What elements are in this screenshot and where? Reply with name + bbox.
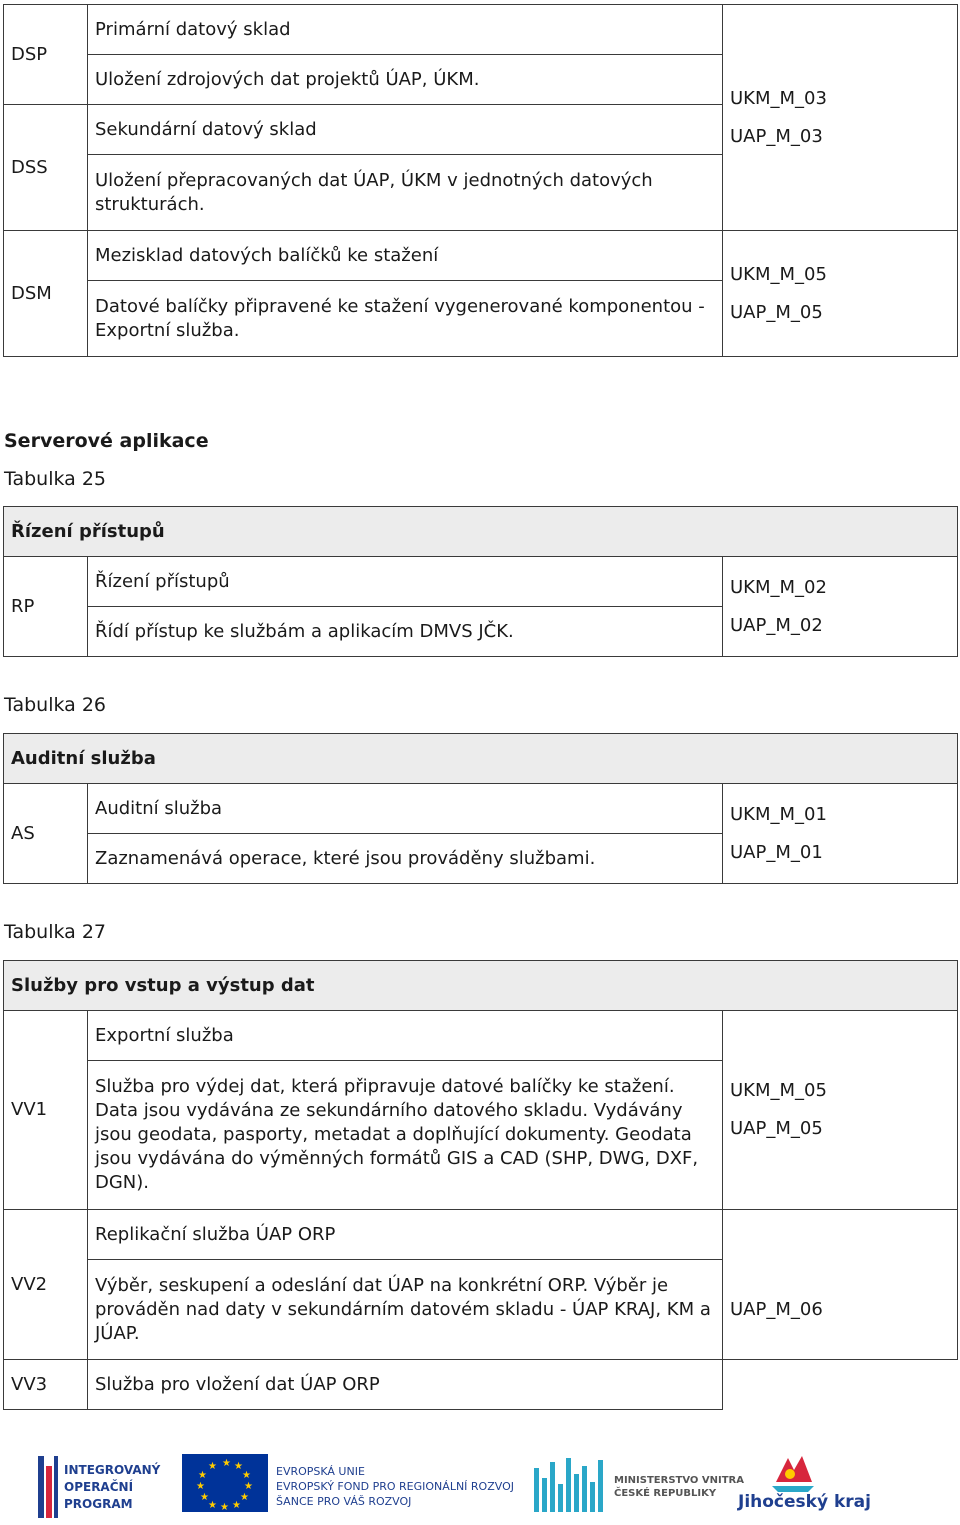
storage-table (3, 4, 958, 357)
code-vv2: VV2 (4, 1210, 88, 1360)
dsm-title: Mezisklad datových balíčků ke stažení (88, 231, 723, 281)
eu-line-1: EVROPSKÁ UNIE (276, 1465, 365, 1478)
iop-line-2: OPERAČNÍ (64, 1480, 134, 1494)
audit-table (3, 733, 958, 884)
mv-line-2: ČESKÉ REPUBLIKY (614, 1488, 717, 1499)
empty-cell (723, 1360, 958, 1410)
svg-text:★: ★ (242, 1470, 251, 1481)
code-dsm: DSM (4, 231, 88, 357)
as-title: Auditní služba (88, 784, 723, 834)
mv-text (614, 1474, 744, 1500)
ref-ukm: UKM_M_01 (730, 803, 827, 825)
svg-text:★: ★ (196, 1481, 205, 1492)
ref-ukm: UKM_M_05 (730, 263, 827, 285)
iop-logo (38, 1456, 168, 1518)
ref-uap: UAP_M_01 (730, 841, 823, 863)
tab25-header: Řízení přístupů (4, 507, 958, 557)
mv-line-1: MINISTERSTVO VNITRA (614, 1475, 744, 1486)
rp-title: Řízení přístupů (88, 557, 723, 607)
svg-text:★: ★ (244, 1481, 253, 1492)
refs-vv2 (723, 1210, 958, 1360)
iop-line-3: PROGRAM (64, 1497, 133, 1511)
dss-title: Sekundární datový sklad (88, 105, 723, 155)
eu-line-2: EVROPSKÝ FOND PRO REGIONÁLNÍ ROZVOJ (276, 1480, 514, 1493)
dsm-desc: Datové balíčky připravené ke stažení vygenerované komponentou - Exportní služba. (88, 281, 723, 357)
dsp-title: Primární datový sklad (88, 5, 723, 55)
vv2-title: Replikační služba ÚAP ORP (88, 1210, 723, 1260)
iop-mark-icon (38, 1456, 58, 1518)
kraj-name: Jihočeský kraj (738, 1492, 871, 1512)
ref-uap: UAP_M_06 (730, 1298, 823, 1320)
code-dss: DSS (4, 105, 88, 231)
refs-dsp-dss (723, 5, 958, 231)
ref-ukm: UKM_M_03 (730, 87, 827, 109)
ref-uap: UAP_M_02 (730, 614, 823, 636)
eu-line-3: ŠANCE PRO VÁŠ ROZVOJ (276, 1495, 412, 1508)
refs-rp (723, 557, 958, 657)
code-as: AS (4, 784, 88, 884)
as-desc: Zaznamenává operace, které jsou prováděny službami. (88, 834, 723, 884)
svg-text:★: ★ (240, 1492, 249, 1503)
ref-uap: UAP_M_05 (730, 1118, 823, 1139)
code-rp: RP (4, 557, 88, 657)
tab27-header: Služby pro vstup a výstup dat (4, 961, 958, 1011)
tab26-header: Auditní služba (4, 734, 958, 784)
vv3-title: Služba pro vložení dat ÚAP ORP (88, 1360, 723, 1410)
rp-desc: Řídí přístup ke službám a aplikacím DMVS JČK. (88, 607, 723, 657)
refs-dsm (723, 231, 958, 357)
tab27-caption: Tabulka 27 (4, 921, 107, 943)
iop-line-1: INTEGROVANÝ (64, 1463, 161, 1477)
tab26-caption: Tabulka 26 (4, 694, 107, 716)
code-dsp: DSP (4, 5, 88, 105)
svg-text:★: ★ (232, 1500, 241, 1511)
tab25-caption: Tabulka 25 (4, 468, 107, 490)
dsp-desc: Uložení zdrojových dat projektů ÚAP, ÚKM. (88, 55, 723, 105)
code-vv1: VV1 (4, 1011, 88, 1210)
dss-desc: Uložení přepracovaných dat ÚAP, ÚKM v jednotných datových strukturách. (88, 155, 723, 231)
vv2-desc: Výběr, seskupení a odeslání dat ÚAP na konkrétní ORP. Výběr je prováděn nad daty v sekundárním datovém skladu - ÚAP KRAJ, KM a JÚAP. (88, 1260, 723, 1360)
ref-uap: UAP_M_05 (730, 301, 823, 323)
footer-logos (0, 1440, 960, 1525)
eu-text (276, 1464, 514, 1509)
svg-text:★: ★ (208, 1461, 217, 1472)
vv1-title: Exportní služba (88, 1011, 723, 1061)
svg-text:★: ★ (208, 1500, 217, 1511)
ref-ukm: UKM_M_02 (730, 576, 827, 598)
ref-uap: UAP_M_03 (730, 125, 823, 147)
svg-text:★: ★ (234, 1461, 243, 1472)
io-table (3, 960, 958, 1410)
access-table (3, 506, 958, 657)
svg-text:★: ★ (200, 1492, 209, 1503)
kraj-emblem-icon (768, 1452, 818, 1492)
vv1-desc: Služba pro výdej dat, která připravuje datové balíčky ke stažení. Data jsou vydávána ze sekundárního datového skladu. Vydávány jsou geodata, pasporty, metadat a doplňující dokumenty. Geodata jsou vydávána do výměnných formátů GIS a CAD (SHP, DWG, DXF, DGN). (88, 1061, 723, 1210)
svg-text:★: ★ (198, 1470, 207, 1481)
eu-flag-icon (182, 1454, 268, 1512)
svg-text:★: ★ (222, 1458, 231, 1469)
ref-ukm: UKM_M_05 (730, 1080, 827, 1101)
refs-vv1 (723, 1011, 958, 1210)
mv-mark-icon (532, 1454, 604, 1516)
refs-as (723, 784, 958, 884)
section-title: Serverové aplikace (4, 430, 209, 452)
code-vv3: VV3 (4, 1360, 88, 1410)
svg-text:★: ★ (220, 1502, 229, 1512)
